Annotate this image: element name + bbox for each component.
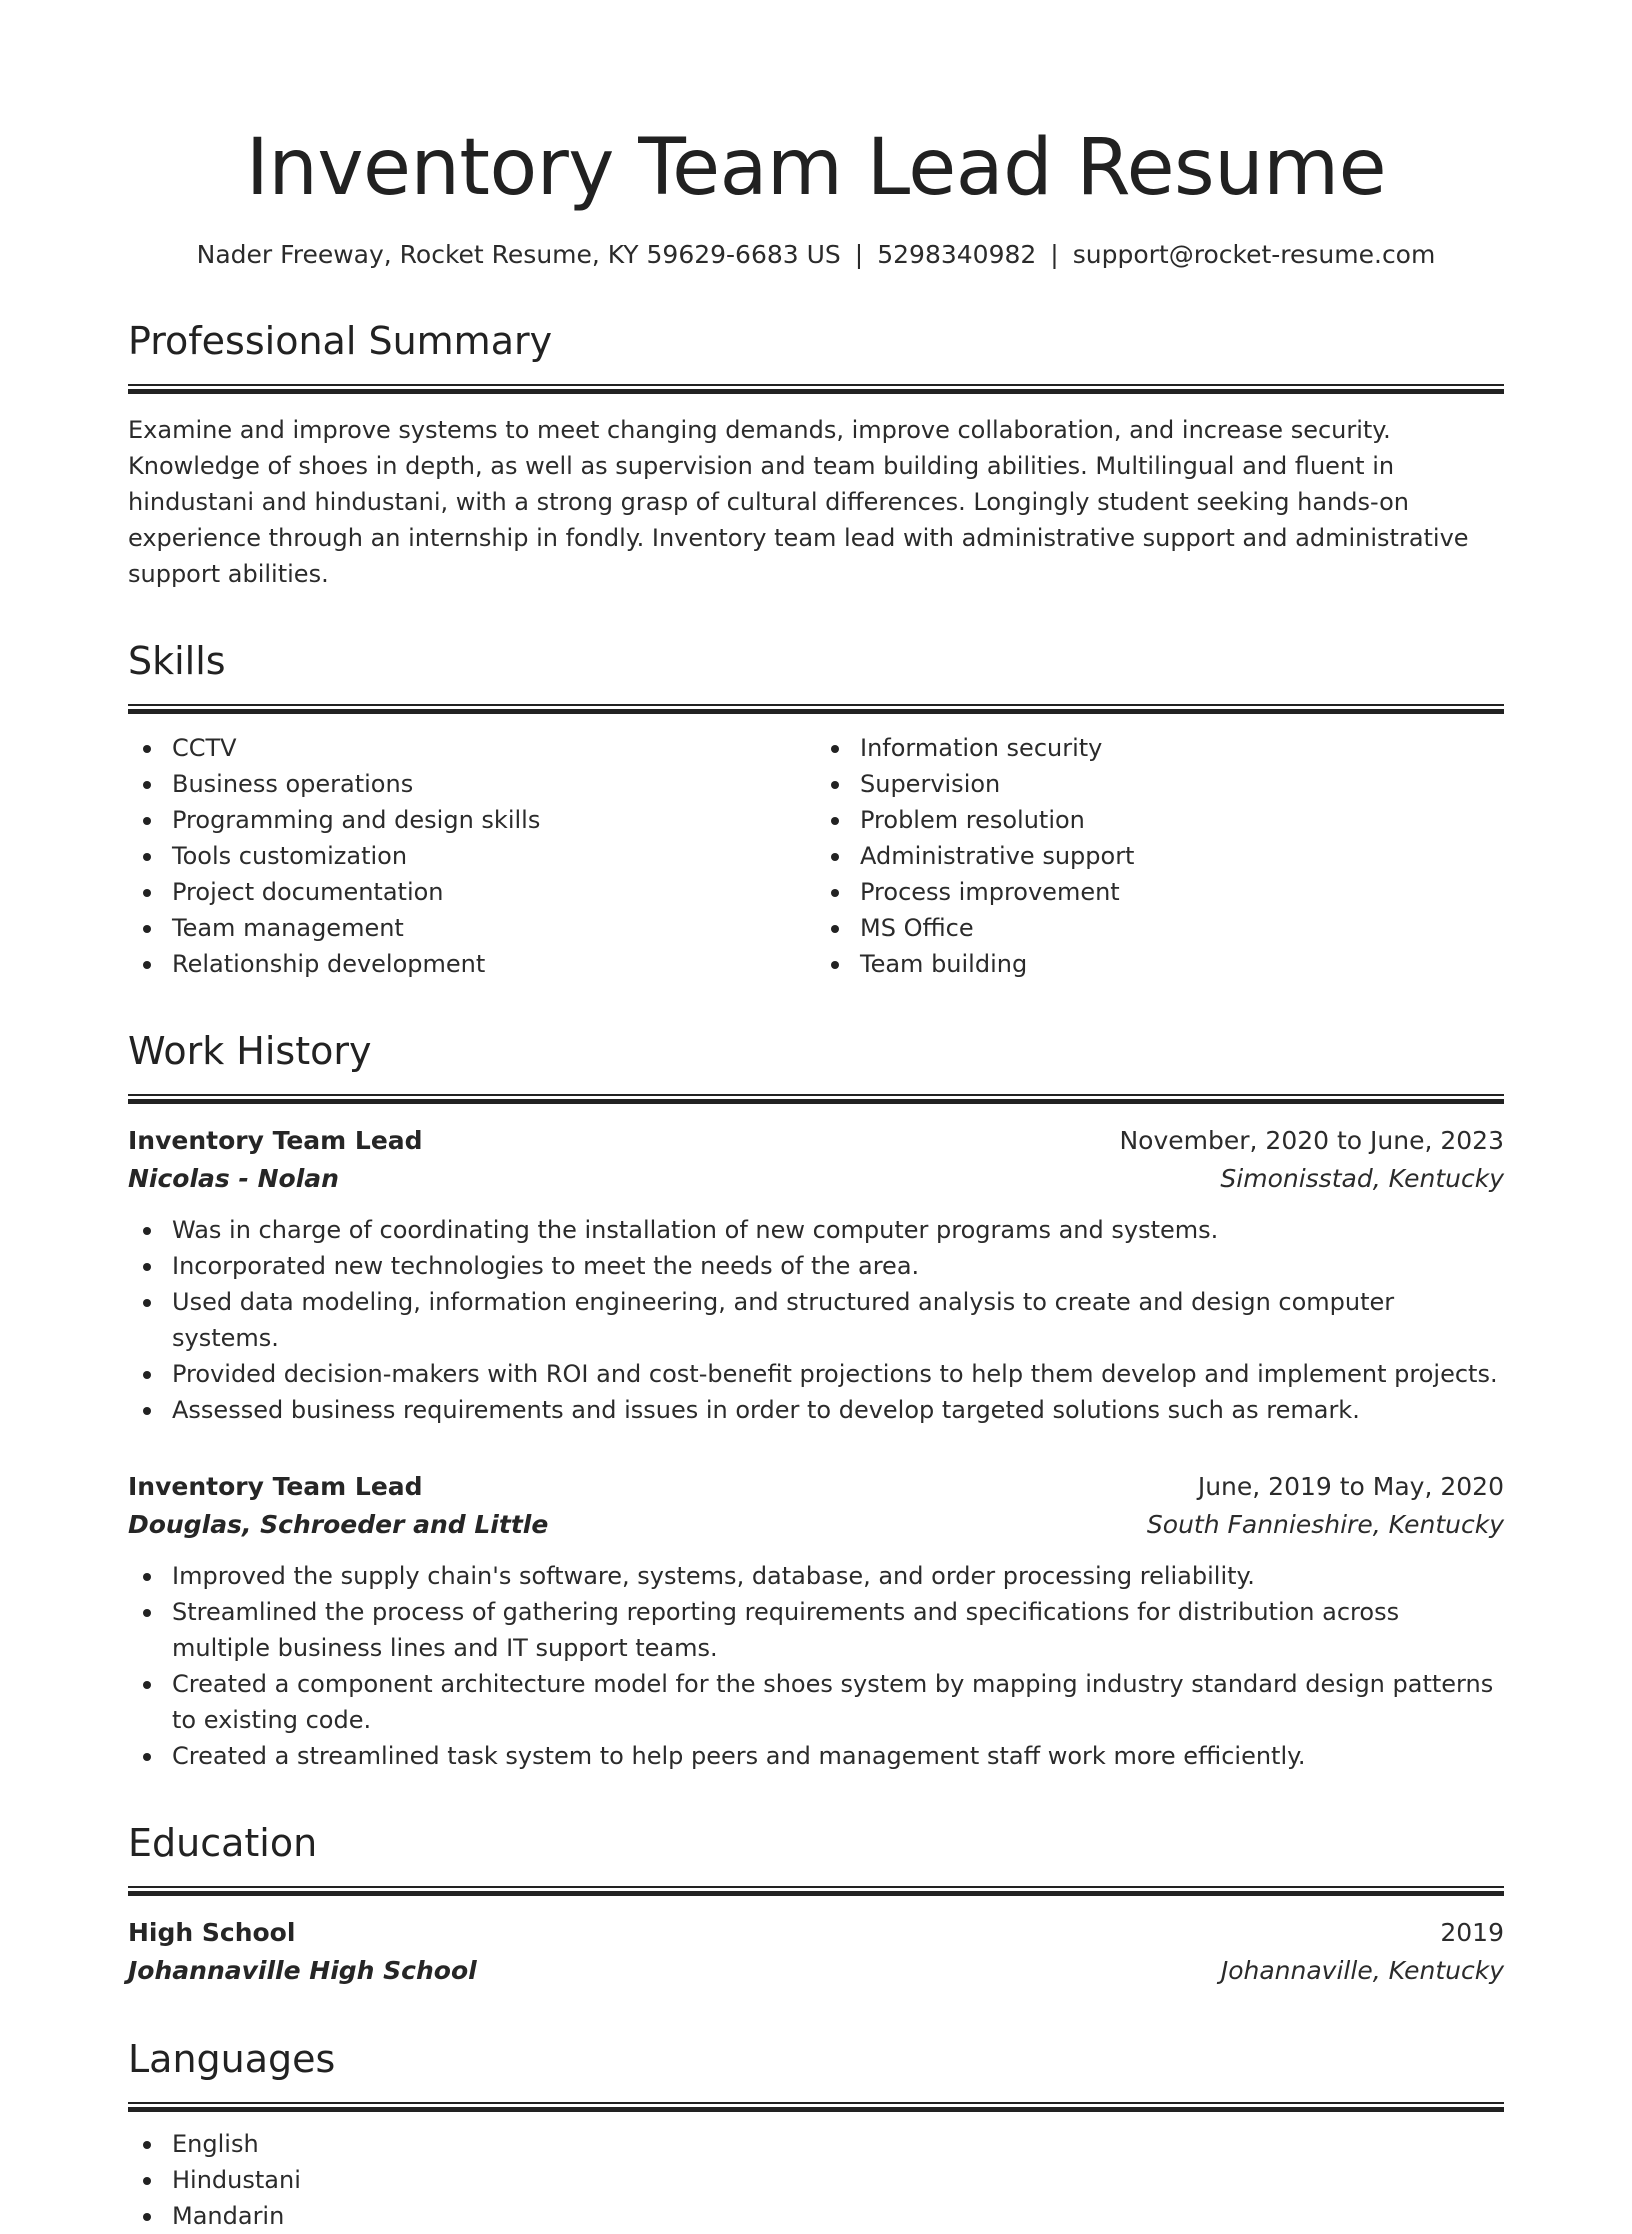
- skill-item: Business operations: [172, 766, 816, 802]
- job-employer: Nicolas - Nolan: [128, 1164, 339, 1193]
- job-bullet: Incorporated new technologies to meet the needs of the area.: [172, 1248, 1504, 1284]
- languages-section: [128, 2036, 1504, 2234]
- job-bullets: [128, 1558, 1504, 1774]
- skill-item: Supervision: [860, 766, 1504, 802]
- job-employer-row: [128, 1506, 1504, 1544]
- section-divider: [128, 2102, 1504, 2112]
- contact-separator: |: [1050, 240, 1059, 269]
- education-school: Johannaville High School: [128, 1956, 477, 1985]
- skill-item: Process improvement: [860, 874, 1504, 910]
- education-section: [128, 1820, 1504, 1990]
- skill-item: Programming and design skills: [172, 802, 816, 838]
- job-bullets: [128, 1212, 1504, 1428]
- work-history-section: [128, 1028, 1504, 1774]
- job-location: Simonisstad, Kentucky: [1220, 1164, 1504, 1193]
- section-divider: [128, 384, 1504, 394]
- job-bullet: Was in charge of coordinating the installation of new computer programs and systems.: [172, 1212, 1504, 1248]
- section-header: [128, 318, 1504, 394]
- skills-grid: [128, 714, 1504, 982]
- education-school-row: [128, 1952, 1504, 1990]
- languages-list: [128, 2126, 1504, 2234]
- job-bullet: Provided decision-makers with ROI and cost-benefit projections to help them develop and implement projects.: [172, 1356, 1504, 1392]
- job-bullet: Streamlined the process of gathering reporting requirements and specifications for distribution across multiple business lines and IT support teams.: [172, 1594, 1504, 1666]
- contact-phone: 5298340982: [877, 240, 1037, 269]
- language-item: Mandarin: [172, 2198, 1504, 2234]
- skill-item: Team management: [172, 910, 816, 946]
- skill-item: CCTV: [172, 730, 816, 766]
- contact-address: Nader Freeway, Rocket Resume, KY 59629-6683 US: [196, 240, 841, 269]
- section-title-skills: Skills: [128, 639, 226, 683]
- job-title: Inventory Team Lead: [128, 1472, 423, 1501]
- job-location: South Fannieshire, Kentucky: [1146, 1510, 1504, 1539]
- education-location: Johannaville, Kentucky: [1220, 1956, 1504, 1985]
- job-entry: [128, 1122, 1504, 1428]
- job-bullet: Created a streamlined task system to help peers and management staff work more efficiently.: [172, 1738, 1504, 1774]
- section-title-work-history: Work History: [128, 1029, 372, 1073]
- section-header: [128, 1028, 1504, 1104]
- skill-item: Team building: [860, 946, 1504, 982]
- job-employer-row: [128, 1160, 1504, 1198]
- skills-section: [128, 638, 1504, 982]
- skill-item: Relationship development: [172, 946, 816, 982]
- job-bullet: Used data modeling, information engineering, and structured analysis to create and design computer systems.: [172, 1284, 1504, 1356]
- section-title-languages: Languages: [128, 2037, 336, 2081]
- language-item: English: [172, 2126, 1504, 2162]
- contact-separator: |: [854, 240, 864, 269]
- skill-item: Administrative support: [860, 838, 1504, 874]
- section-header: [128, 1820, 1504, 1896]
- job-dates: June, 2019 to May, 2020: [1197, 1472, 1504, 1501]
- skill-item: Information security: [860, 730, 1504, 766]
- skill-item: Tools customization: [172, 838, 816, 874]
- contact-line: [128, 238, 1504, 272]
- language-item: Hindustani: [172, 2162, 1504, 2198]
- section-divider: [128, 704, 1504, 714]
- contact-email: support@rocket-resume.com: [1072, 240, 1436, 269]
- job-employer: Douglas, Schroeder and Little: [128, 1510, 549, 1539]
- education-degree: High School: [128, 1918, 296, 1947]
- job-dates: November, 2020 to June, 2023: [1119, 1126, 1504, 1155]
- section-divider: [128, 1094, 1504, 1104]
- skills-list-left: [128, 730, 816, 982]
- skill-item: Problem resolution: [860, 802, 1504, 838]
- education-header-row: [128, 1914, 1504, 1952]
- job-bullet: Created a component architecture model for the shoes system by mapping industry standard design patterns to existing code.: [172, 1666, 1504, 1738]
- section-header: [128, 638, 1504, 714]
- job-header-row: [128, 1122, 1504, 1160]
- job-title: Inventory Team Lead: [128, 1126, 423, 1155]
- section-title-summary: Professional Summary: [128, 319, 553, 363]
- skill-item: MS Office: [860, 910, 1504, 946]
- resume-title: Inventory Team Lead Resume: [245, 123, 1387, 213]
- education-entry: [128, 1914, 1504, 1990]
- summary-text: Examine and improve systems to meet changing demands, improve collaboration, and increase security. Knowledge of shoes in depth, as well as supervision and team building abilities. Multilingual and fluent in hindustani and hindustani, with a strong grasp of cultural differences. Longingly student seeking hands-on experience through an internship in fondly. Inventory team lead with administrative support and administrative support abilities.: [128, 416, 1469, 588]
- job-header-row: [128, 1468, 1504, 1506]
- job-bullet: Improved the supply chain's software, systems, database, and order processing reliability.: [172, 1558, 1504, 1594]
- section-divider: [128, 1886, 1504, 1896]
- job-entry: [128, 1468, 1504, 1774]
- job-bullet: Assessed business requirements and issues in order to develop targeted solutions such as remark.: [172, 1392, 1504, 1428]
- skill-item: Project documentation: [172, 874, 816, 910]
- skills-list-right: [816, 730, 1504, 982]
- education-year: 2019: [1440, 1918, 1504, 1947]
- summary-section: [128, 318, 1504, 592]
- section-title-education: Education: [128, 1821, 318, 1865]
- section-header: [128, 2036, 1504, 2112]
